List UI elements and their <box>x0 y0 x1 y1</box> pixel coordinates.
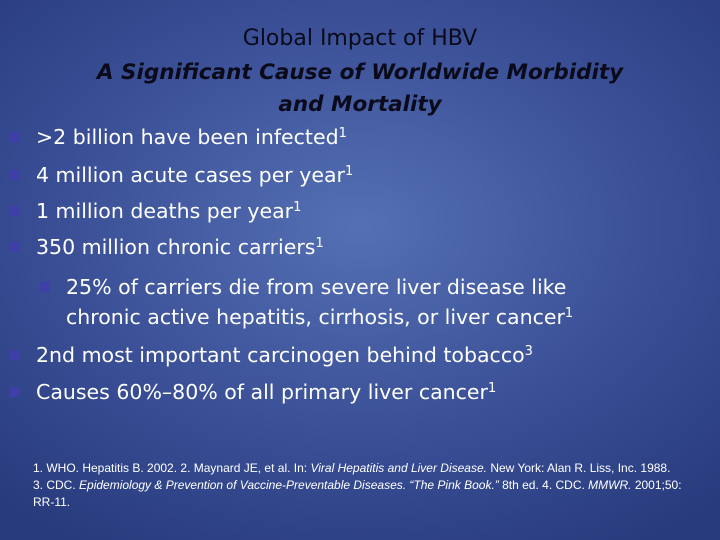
bullet-square-icon <box>10 170 20 180</box>
bullet-text: Causes 60%–80% of all primary liver cancer$^1$ <box>36 380 497 404</box>
bullet-text: 1 million deaths per year$^1$ <box>36 199 302 223</box>
bullet-square-icon <box>10 242 20 252</box>
bullet-text: >2 billion have been infected$^1$ <box>36 125 347 149</box>
bullet-square-icon <box>10 206 20 216</box>
references: 1. WHO. Hepatitis B. 2002. 2. Maynard JE, et al. In: Viral Hepatitis and Liver Disease. New York: Alan R. Liss, Inc. 1988. 3. CDC. Epidemiology & Prevention of Vaccine-Preventable Diseases. “The Pink Book.” 8th ed. 4. CDC. MMWR. 2001;50: RR-11. <box>33 461 682 509</box>
slide-title: Global Impact of HBV <box>242 26 478 51</box>
bullet-square-icon <box>40 282 50 292</box>
bullet-text: 4 million acute cases per year$^1$ <box>36 163 354 187</box>
slide-subtitle-line-2: and Mortality <box>278 92 442 117</box>
sub-bullet-text-line-1: 25% of carriers die from severe liver disease like <box>66 275 567 299</box>
sub-bullet-item <box>40 272 680 332</box>
bullet-text: 350 million chronic carriers$^1$ <box>36 235 324 259</box>
bullet-square-icon <box>10 350 20 360</box>
bullet-text: 2nd most important carcinogen behind tobacco$^3$ <box>36 343 533 367</box>
bullet-square-icon <box>10 132 20 142</box>
bullet-square-icon <box>10 387 20 397</box>
sub-bullet-text-line-2: chronic active hepatitis, cirrhosis, or liver cancer$^1$ <box>66 305 574 329</box>
slide-subtitle-line-1: A Significant Cause of Worldwide Morbidity <box>96 60 624 85</box>
